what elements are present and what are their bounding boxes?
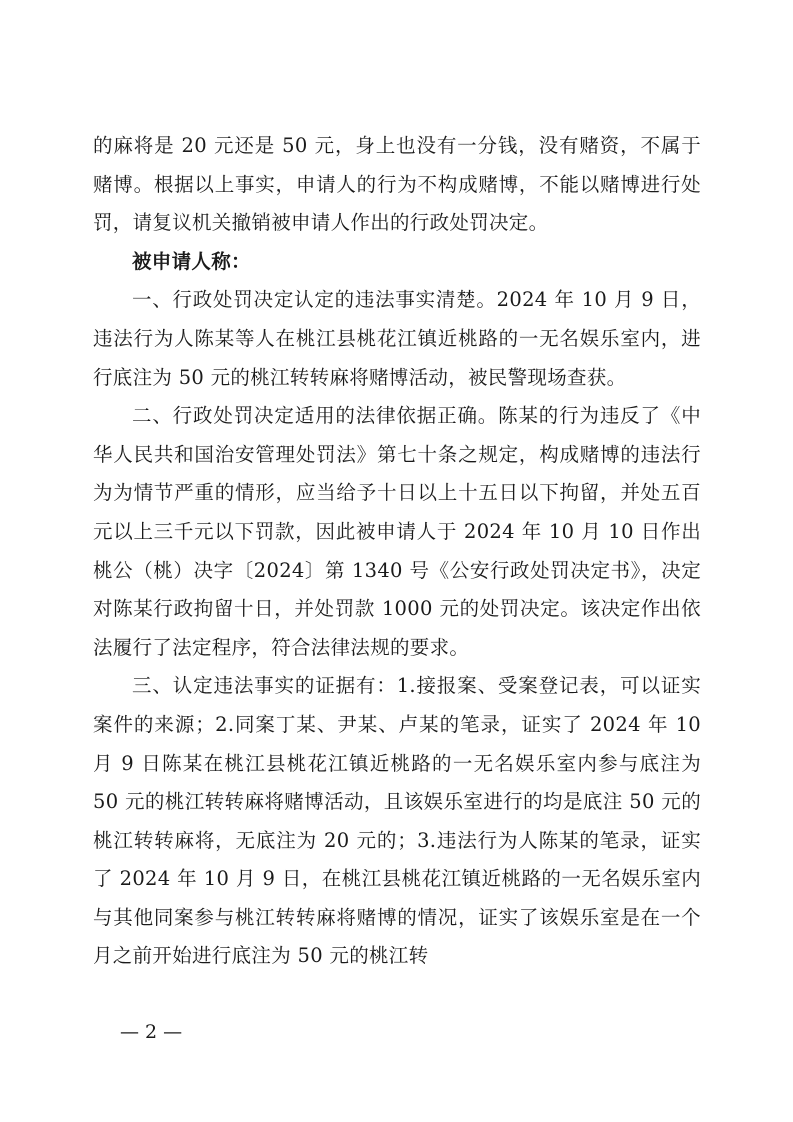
paragraph-facts: 一、行政处罚决定认定的违法事实清楚。2024 年 10 月 9 日，违法行为人陈某等人在桃江县桃花江镇近桃路的一无名娱乐室内，进行底注为 50 元的桃江转转麻将赌博活动，被民警现场查获。 bbox=[93, 288, 701, 389]
document-body bbox=[93, 127, 701, 976]
respondent-statement-heading: 被申请人称： bbox=[132, 249, 251, 273]
paragraph-continuation: 的麻将是 20 元还是 50 元，身上也没有一分钱，没有赌资，不属于赌博。根据以上事实，申请人的行为不构成赌博，不能以赌博进行处罚，请复议机关撤销被申请人作出的行政处罚决定。 bbox=[93, 134, 701, 235]
page-number: — 2 — bbox=[120, 1021, 183, 1043]
paragraph-legal-basis: 二、行政处罚决定适用的法律依据正确。陈某的行为违反了《中华人民共和国治安管理处罚法》第七十条之规定，构成赌博的违法行为为情节严重的情形，应当给予十日以上十五日以下拘留，并处五百元以上三千元以下罚款，因此被申请人于 2024 年 10 月 10 日作出桃公（桃）决字〔2024〕第 1340 号《公安行政处罚决定书》，决定对陈某行政拘留十日，并处罚款 1000 元的处罚决定。该决定作出依法履行了法定程序，符合法律法规的要求。 bbox=[93, 404, 701, 659]
paragraph-evidence: 三、认定违法事实的证据有：1.接报案、受案登记表，可以证实案件的来源；2.同案丁某、尹某、卢某的笔录，证实了 2024 年 10 月 9 日陈某在桃江县桃花江镇近桃路的一无名娱乐室内参与底注为 50 元的桃江转转麻将赌博活动，且该娱乐室进行的均是底注 50 元的桃江转转麻将，无底注为 20 元的；3.违法行为人陈某的笔录，证实了 2024 年 10 月 9 日，在桃江县桃花江镇近桃路的一无名娱乐室内与其他同案参与桃江转转麻将赌博的情况，证实了该娱乐室是在一个月之前开始进行底注为 50 元的桃江转 bbox=[93, 674, 701, 968]
